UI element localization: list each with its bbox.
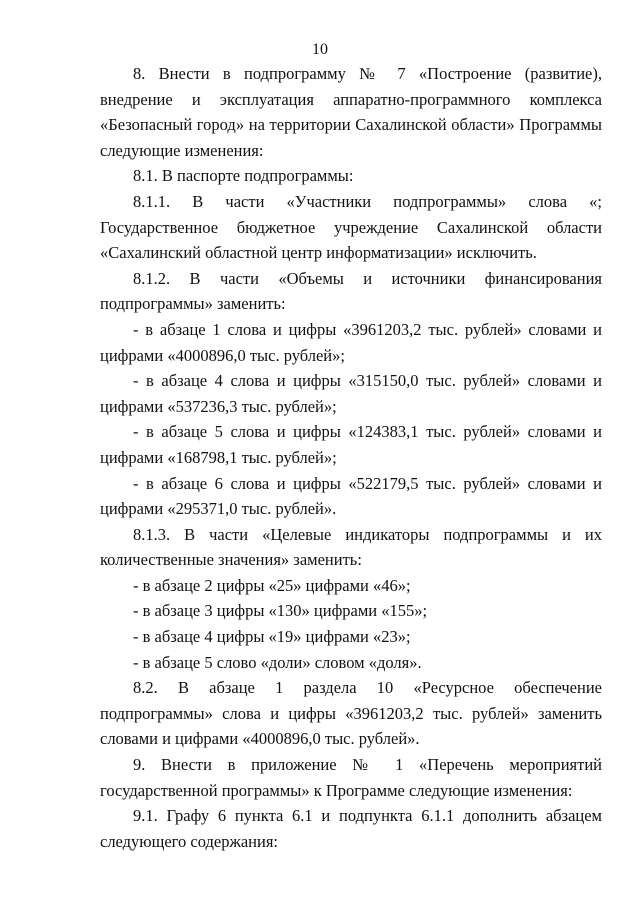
list-item: - в абзаце 4 слова и цифры «315150,0 тыс. рублей» словами и цифрами «537236,3 тыс. рублей»; bbox=[100, 371, 602, 416]
paragraph-9: 9. Внести в приложение № 1 «Перечень мероприятий государственной программы» к Программе следующие изменения: bbox=[100, 755, 602, 800]
list-item: - в абзаце 6 слова и цифры «522179,5 тыс. рублей» словами и цифрами «295371,0 тыс. рублей». bbox=[100, 473, 602, 519]
paragraph-8-1-1: 8.1.1. В части «Участники подпрограммы» слова «; Государственное бюджетное учреждение Сахалинской области «Сахалинский областной центр информатизации» исключить. bbox=[100, 191, 602, 263]
list-item: - в абзаце 5 слова и цифры «124383,1 тыс. рублей» словами и цифрами «168798,1 тыс. рублей»; bbox=[100, 422, 602, 467]
paragraph-8-1-2: 8.1.2. В части «Объемы и источники финансирования подпрограммы» заменить: bbox=[100, 268, 602, 314]
document-body bbox=[100, 61, 602, 854]
list-item: - в абзаце 4 цифры «19» цифрами «23»; bbox=[133, 627, 411, 647]
list-item: - в абзаце 3 цифры «130» цифрами «155»; bbox=[133, 601, 428, 621]
page-number: 10 bbox=[312, 41, 328, 58]
list-item: - в абзаце 5 слово «доли» словом «доля». bbox=[133, 652, 422, 672]
paragraph-8: 8. Внести в подпрограмму № 7 «Построение (развитие), внедрение и эксплуатация аппаратно-программного комплекса «Безопасный город» на территории Сахалинской области» Программы следующие изменения: bbox=[100, 64, 602, 160]
paragraph-8-1: 8.1. В паспорте подпрограммы: bbox=[133, 166, 354, 186]
paragraph-8-1-3: 8.1.3. В части «Целевые индикаторы подпрограммы и их количественные значения» заменить: bbox=[100, 524, 602, 570]
paragraph-9-1: 9.1. Графу 6 пункта 6.1 и подпункта 6.1.1 дополнить абзацем следующего содержания: bbox=[100, 806, 602, 851]
list-item: - в абзаце 1 слова и цифры «3961203,2 тыс. рублей» словами и цифрами «4000896,0 тыс. рублей»; bbox=[100, 319, 602, 365]
paragraph-8-2: 8.2. В абзаце 1 раздела 10 «Ресурсное обеспечение подпрограммы» слова и цифры «3961203,2 тыс. рублей» заменить словами и цифрами «4000896,0 тыс. рублей». bbox=[100, 678, 602, 749]
list-item: - в абзаце 2 цифры «25» цифрами «46»; bbox=[133, 575, 411, 595]
